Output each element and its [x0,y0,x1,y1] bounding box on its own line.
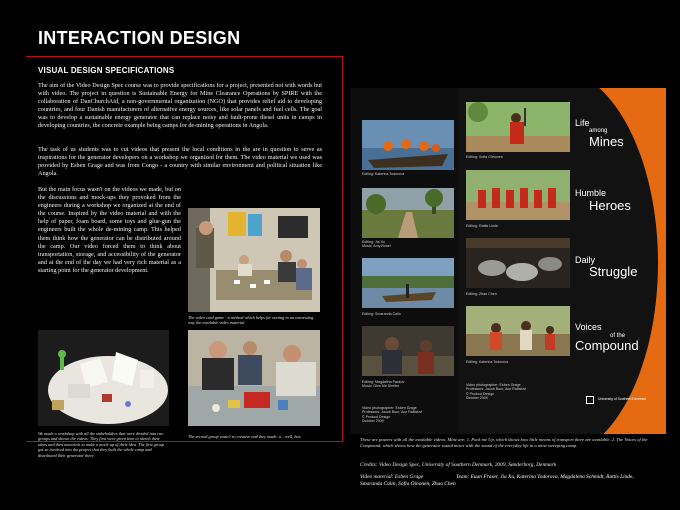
focus-paragraph: But the main focus wasn't on the videos we made, but on the discussions and mock-ups they provoked from the engineers during a workshop we organized at the end of the course. Inspired by the video material and with the help of paper, foam board, some toys and glue-gun the engineers built the whole de-mining camp. This helped them think how the generator can be distributed around the camp. Our video forced them to think about transportation, storage, and accessibility of the generator and at the end of the day we had very rich material as a starting point for the generator development. [38,186,181,274]
poster-label-2: Editing: Jia Xu Music: Amy Rosel [362,240,391,249]
credits-line: Credits: Video Design Spec, University of Southern Denmark, 2009, Sønderborg, Denmark [360,462,557,468]
intro-paragraph: The aim of the Video Design Spec course was to provide specifications for a project, presented not with words but with video. The project in question is Sustainable Energy for Mine Clearance Operations by SPIRE with the collaboration of DanChurchAid, a non-governmental organization (NGO) that provides relief aid to developing countries, and four Danish manufacturers of alternative energy sources, like solar panels and fuel cells. The goal was to develop a sustainable energy generator that can replace noisy and fault-prone diesel units in camps in developing countries, the concrete example being camps for de-mining operations in Angola. [38,82,322,130]
video-card-game-photo [188,208,320,312]
university-logo-icon [586,396,594,404]
poster-still-people [362,326,454,376]
university-logo-text: University of Southern Denmark [598,397,647,401]
headline-4-line2: of the [610,333,626,339]
headline-4-line3: Compound [575,338,639,353]
poster-label-6: Editing: Rattis Linde [466,224,498,228]
headline-4-line1: Voices [575,322,602,332]
poster-label-8: Editing: Katerina Todorova [466,360,509,364]
university-logo [586,394,656,408]
second-group-caption: The second group wasn't so creative and they made, a... well, box. [188,434,302,439]
second-group-photo [188,330,320,426]
poster-still-boat [362,120,454,170]
camp-model-photo [38,330,169,426]
headline-1-line3: Mines [589,134,624,149]
meeting-caption: The video card game - a method which helps for sorting in an interesting way the available video material. [188,315,314,326]
poster-credit-right: Video photographer: Esben Grage Professors: Jacob Buur, Ace Raffalovi © Product Design October 2009 [466,383,527,401]
poster-still-pots [466,238,570,288]
poster-label-5: Editing: Sofia Olmonen [466,155,503,159]
poster-label-1: Editing: Katerina Todorova [362,172,405,176]
poster-still-road [362,188,454,238]
headline-1-line2: among [589,128,608,134]
headline-3-line3: Struggle [589,264,638,279]
headline-3-line1: Daily [575,255,596,265]
poster-label-4: Editing: Magdalina Paskov Music: Give Me Shelter [362,380,405,389]
poster-still-team [466,170,570,220]
poster-label-7: Editing: Zhao Chen [466,292,497,296]
credits-team: Team: Euan Fraser, Jia Xu, Katerina Todorova, Magdalena Schmidt, Rattis Linde, [456,474,634,480]
poster-label-3: Editing: Smaranda Calin [362,312,401,316]
task-paragraph: The task of us students was to cut videos that present the local conditions in the are in question to serve as inspirations for the generator developers on a workshop we organized for them. The video material we used was provided by Esben Grage and was from Congo - a country with similar environment and political situation like Angola. [38,146,322,178]
poster-caption: These are posters with all the available videos. Mine are: 1. Pack me Up, which shows how little means of transport there are available. 2. The Voices of the Compound, which shows how the generator sound mixes with the sound of the everyday life in a mine sweeping camp. [360,437,648,448]
credits-team-continued: Smaranda Calin, Sofia Oinonen, Zhao Chen [360,481,456,487]
headline-2-line1: Humble [575,188,607,198]
poster-credit-left: Video photographer: Esben Grage Professors: Jacob Buur, Ace Raffalovi © Product Design October 2009 [362,406,423,424]
poster-still-deminer [466,102,570,152]
page-title: INTERACTION DESIGN [38,28,241,48]
credits-video-material: Video material: Esben Grage [360,474,424,480]
headline-2-line3: Heroes [589,198,631,213]
poster-still-river [362,258,454,308]
workshop-caption: We made a workshop with all the stakeholders that were divided into two groups and shown the videos. They first were given time to sketch their ideas and then materials to make a mock-up of their idea. The first group got so involved into the project that they built the whole camp and distributed their generator there. [38,431,164,458]
headline-1-line1: Life [575,118,590,128]
poster-still-compound [466,306,570,356]
section-heading: VISUAL DESIGN SPECIFICATIONS [38,66,175,75]
